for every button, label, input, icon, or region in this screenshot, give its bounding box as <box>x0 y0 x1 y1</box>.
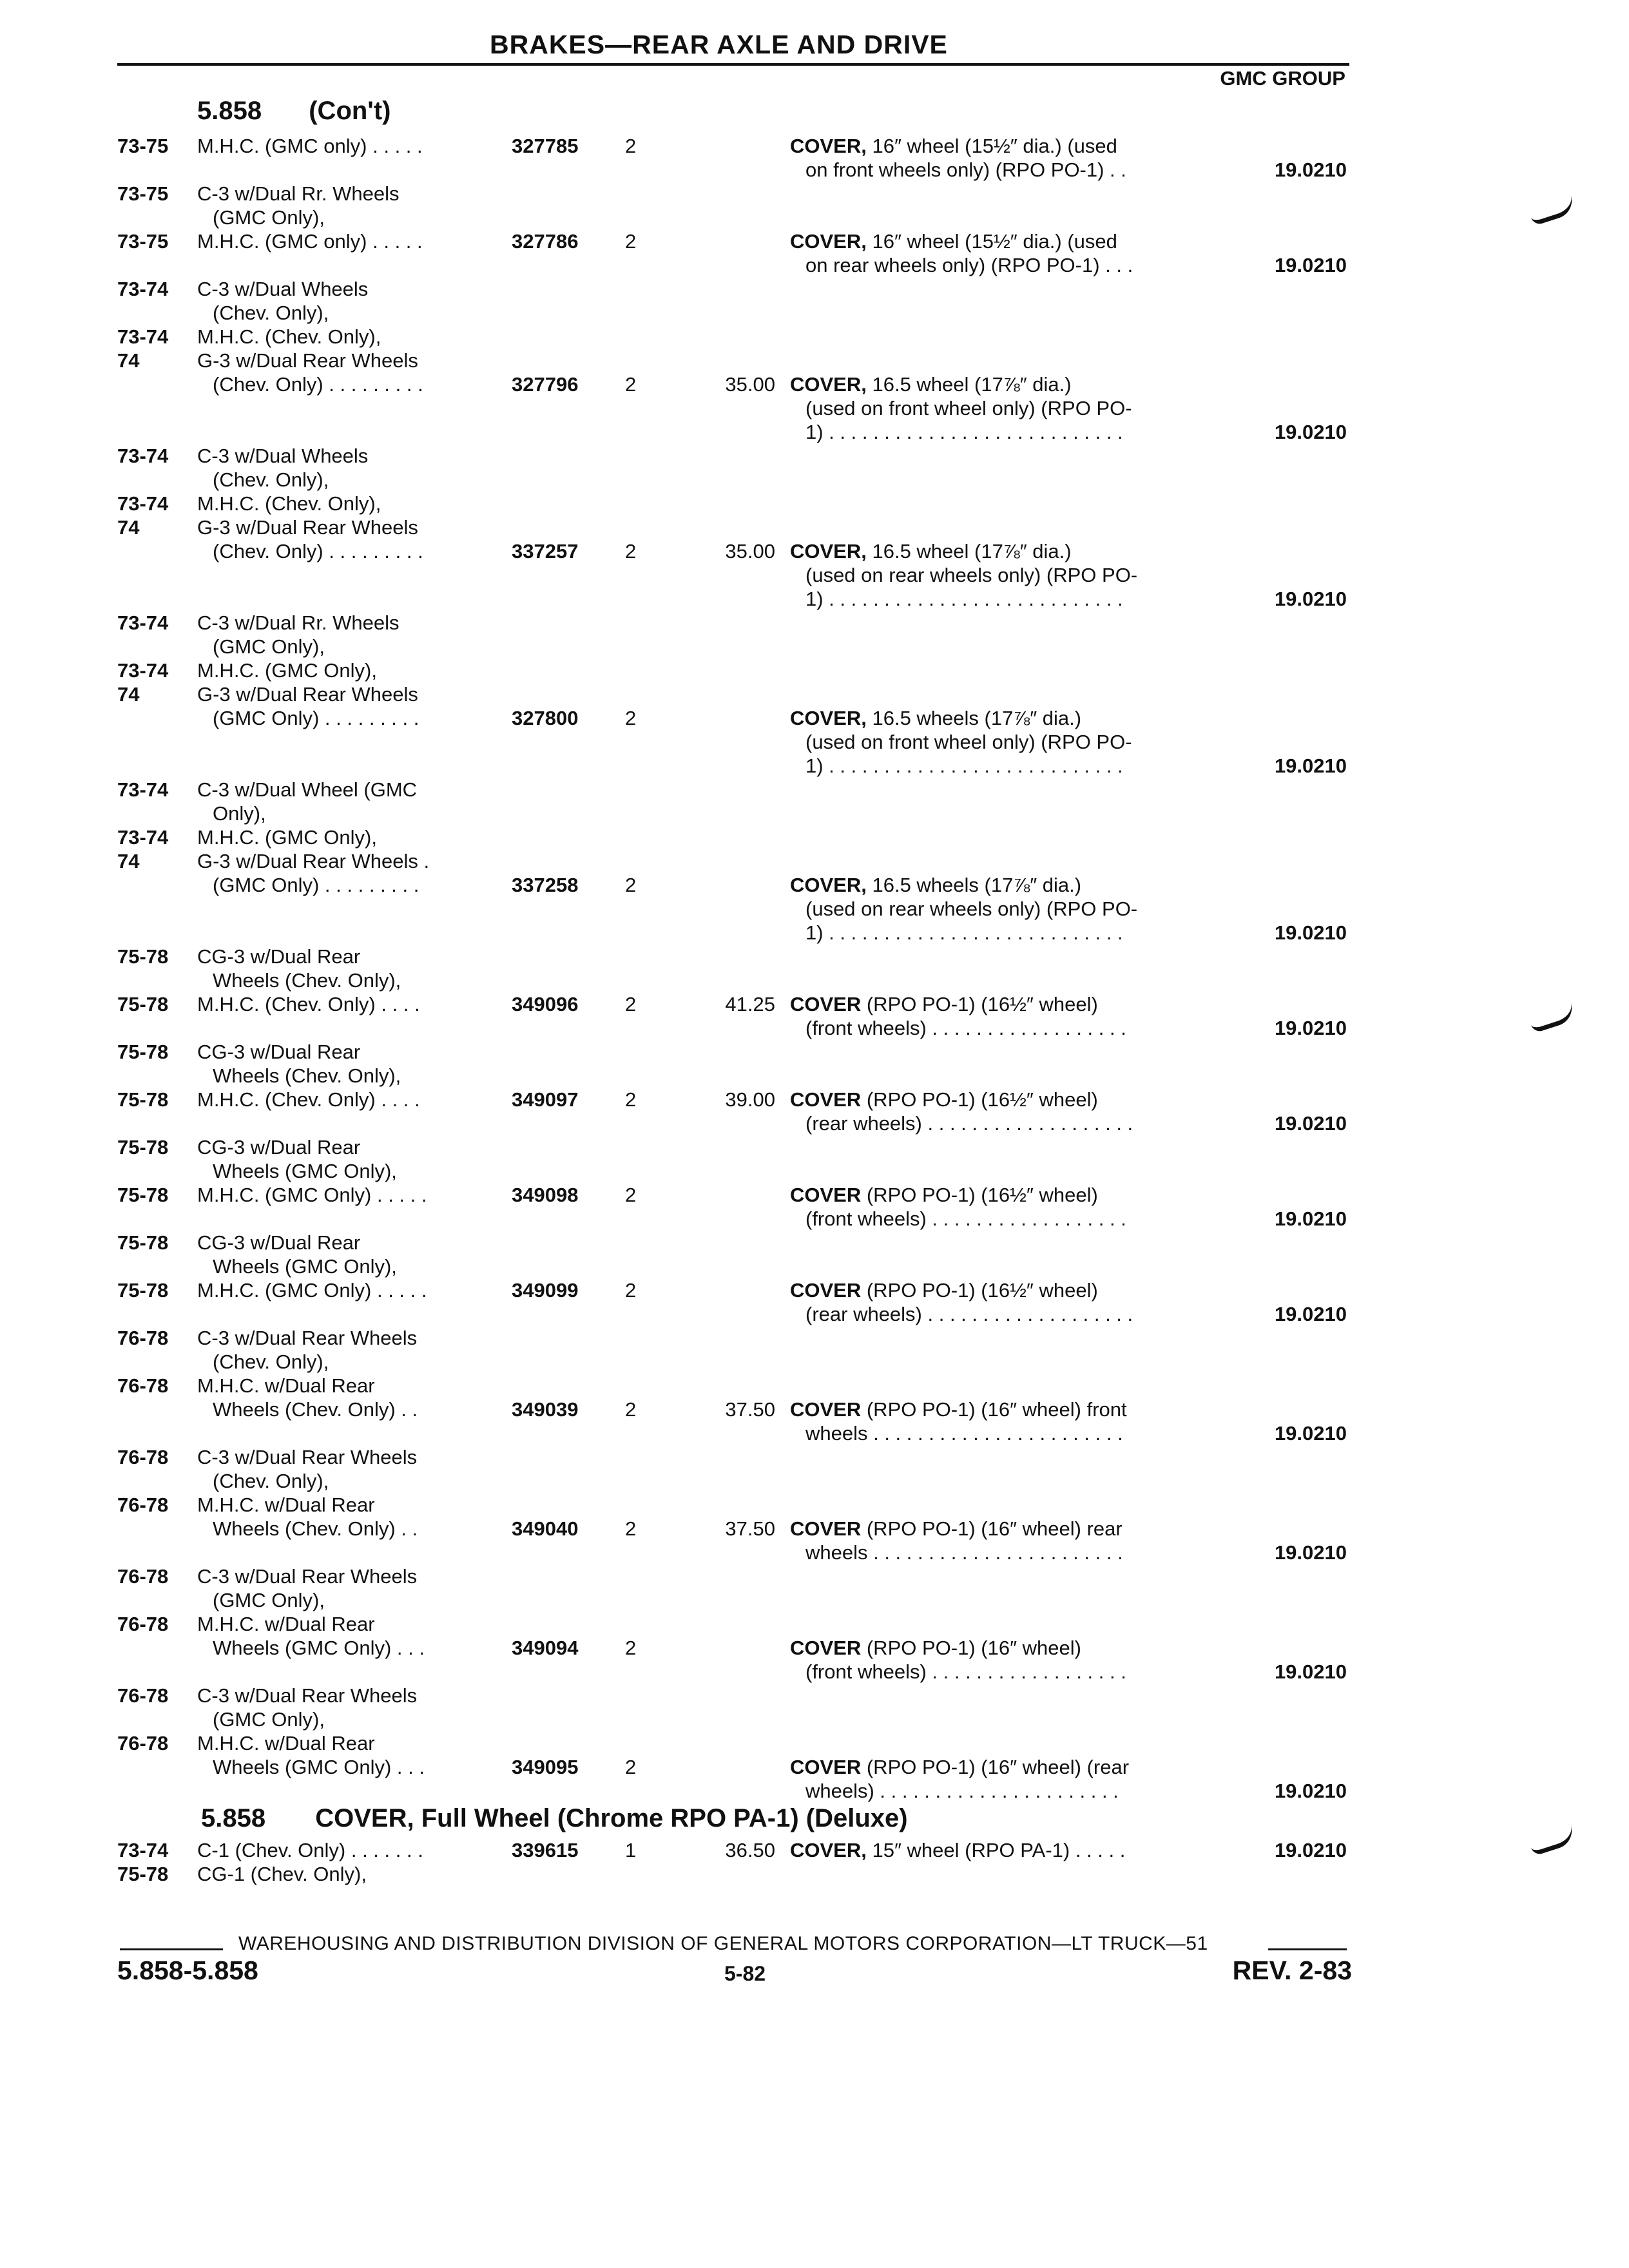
quantity: 2 <box>625 540 637 562</box>
application-description-cont: Wheels (GMC Only) . . . <box>213 1637 425 1659</box>
list-item <box>0 658 1629 682</box>
application-description-cont: Wheels (GMC Only) . . . <box>213 1756 425 1778</box>
model-years: 75-78 <box>117 1136 169 1158</box>
list-item <box>0 1088 1629 1111</box>
model-years: 76-78 <box>117 1327 169 1349</box>
part-detail: 16″ wheel (15½″ dia.) (used <box>866 135 1117 157</box>
model-years: 75-78 <box>117 945 169 968</box>
quantity: 2 <box>625 1279 637 1302</box>
class-code: 19.0210 <box>1274 1303 1347 1325</box>
class-code: 19.0210 <box>1274 1839 1347 1861</box>
quantity: 2 <box>625 1184 637 1206</box>
application-description: M.H.C. (GMC only) . . . . . <box>197 135 423 157</box>
footer-rule-right <box>1268 1948 1347 1950</box>
part-description-cont: wheels) . . . . . . . . . . . . . . . . . . . . . . <box>805 1780 1119 1802</box>
footer-rule-left <box>120 1948 223 1950</box>
part-number: 349096 <box>512 993 579 1015</box>
section-number: 5.858 <box>201 1804 266 1832</box>
list-item <box>0 968 1629 992</box>
part-name: COVER <box>790 1756 862 1778</box>
section-number: 5.858 <box>197 97 262 125</box>
application-description: CG-1 (Chev. Only), <box>197 1863 367 1885</box>
part-name: COVER, <box>790 135 867 157</box>
list-item <box>0 1541 1629 1564</box>
part-detail: (RPO PO-1) (16½″ wheel) <box>861 1088 1098 1111</box>
group-label: GMC GROUP <box>1220 67 1345 90</box>
footer-text: WAREHOUSING AND DISTRIBUTION DIVISION OF GENERAL MOTORS CORPORATION—LT TRUCK—51 <box>238 1933 1208 1954</box>
quantity: 2 <box>625 1756 637 1778</box>
application-description-cont: Wheels (Chev. Only) . . <box>213 1517 418 1540</box>
application-description-cont: Wheels (Chev. Only), <box>213 969 401 992</box>
part-description <box>790 372 1072 396</box>
list-item <box>0 1564 1629 1588</box>
list-item <box>0 611 1629 635</box>
list-item <box>0 492 1629 515</box>
application-description-cont: (GMC Only), <box>213 1708 325 1731</box>
list-item <box>0 1064 1629 1088</box>
part-description <box>790 1517 1123 1541</box>
list-item <box>0 635 1629 658</box>
list-item <box>0 1779 1629 1803</box>
application-description-cont: (Chev. Only), <box>213 302 329 324</box>
class-code: 19.0210 <box>1274 1422 1347 1445</box>
section-title: COVER, Full Wheel (Chrome RPO PA-1) (Deluxe) <box>315 1804 908 1832</box>
quantity: 2 <box>625 1517 637 1540</box>
header-rule <box>117 63 1349 66</box>
model-years: 75-78 <box>117 1231 169 1254</box>
model-years: 76-78 <box>117 1494 169 1516</box>
part-description <box>790 1636 1081 1660</box>
application-description-cont: (GMC Only), <box>213 635 325 658</box>
part-description-cont: wheels . . . . . . . . . . . . . . . . . . . . . . . <box>805 1422 1123 1445</box>
list-item <box>0 1755 1629 1779</box>
application-description-cont: Only), <box>213 802 266 825</box>
part-detail: (RPO PO-1) (16″ wheel) front <box>861 1398 1127 1421</box>
list-item <box>0 706 1629 730</box>
part-description-cont: 1) . . . . . . . . . . . . . . . . . . . . . . . . . . . <box>805 754 1123 777</box>
part-name: COVER <box>790 1184 862 1206</box>
list-item <box>0 730 1629 754</box>
application-description: CG-3 w/Dual Rear <box>197 945 361 968</box>
list-item <box>0 1469 1629 1493</box>
application-description-cont: Wheels (GMC Only), <box>213 1255 397 1278</box>
list-item <box>0 1517 1629 1541</box>
application-description: C-3 w/Dual Wheels <box>197 278 369 300</box>
part-description <box>790 1755 1129 1779</box>
part-description-cont: (used on front wheel only) (RPO PO- <box>805 397 1132 419</box>
quantity: 2 <box>625 230 637 253</box>
part-description-cont: 1) . . . . . . . . . . . . . . . . . . . . . . . . . . . <box>805 421 1123 443</box>
model-years: 73-75 <box>117 230 169 253</box>
application-description-cont: (Chev. Only), <box>213 468 329 491</box>
model-years: 74 <box>117 349 140 372</box>
application-description: M.H.C. (Chev. Only) . . . . <box>197 993 420 1015</box>
list-item <box>0 325 1629 349</box>
price: 39.00 <box>725 1088 775 1111</box>
list-item <box>0 1588 1629 1612</box>
application-description: C-3 w/Dual Rear Wheels <box>197 1446 418 1468</box>
application-description: G-3 w/Dual Rear Wheels <box>197 683 418 706</box>
list-item <box>0 754 1629 778</box>
part-number: 337258 <box>512 874 579 896</box>
class-code: 19.0210 <box>1274 254 1347 276</box>
part-description-cont: (front wheels) . . . . . . . . . . . . . . . . . . <box>805 1660 1126 1683</box>
list-item <box>0 1159 1629 1183</box>
part-number: 337257 <box>512 540 579 562</box>
list-item <box>0 158 1629 182</box>
list-item <box>0 778 1629 802</box>
revision-label: REV. 2-83 <box>1232 1956 1352 1985</box>
application-description: C-3 w/Dual Rear Wheels <box>197 1565 418 1588</box>
list-item <box>0 1207 1629 1231</box>
class-code: 19.0210 <box>1274 1660 1347 1683</box>
quantity: 1 <box>625 1839 637 1861</box>
application-description: CG-3 w/Dual Rear <box>197 1136 361 1158</box>
application-description: C-3 w/Dual Rr. Wheels <box>197 182 400 205</box>
application-description: M.H.C. (Chev. Only), <box>197 492 381 515</box>
section-heading-cont <box>197 97 390 126</box>
model-years: 76-78 <box>117 1446 169 1468</box>
part-name: COVER, <box>790 230 867 253</box>
application-description: C-3 w/Dual Rr. Wheels <box>197 611 400 634</box>
part-description-cont: (used on front wheel only) (RPO PO- <box>805 731 1132 753</box>
part-description-cont: (front wheels) . . . . . . . . . . . . . . . . . . <box>805 1207 1126 1230</box>
list-item <box>0 1421 1629 1445</box>
part-name: COVER <box>790 1088 862 1111</box>
part-description <box>790 1398 1127 1421</box>
part-description-cont: 1) . . . . . . . . . . . . . . . . . . . . . . . . . . . <box>805 921 1123 944</box>
part-number: 339615 <box>512 1839 579 1861</box>
price: 35.00 <box>725 540 775 562</box>
model-years: 74 <box>117 516 140 539</box>
list-item <box>0 1445 1629 1469</box>
class-code: 19.0210 <box>1274 1780 1347 1802</box>
part-description-cont: (front wheels) . . . . . . . . . . . . . . . . . . <box>805 1017 1126 1039</box>
part-description-cont: 1) . . . . . . . . . . . . . . . . . . . . . . . . . . . <box>805 588 1123 610</box>
application-description: G-3 w/Dual Rear Wheels . <box>197 850 430 872</box>
model-years: 73-74 <box>117 826 169 849</box>
application-description: CG-3 w/Dual Rear <box>197 1231 361 1254</box>
part-number: 349095 <box>512 1756 579 1778</box>
footer-section-range: 5.858-5.858 <box>117 1956 258 1985</box>
model-years: 73-74 <box>117 1839 169 1861</box>
list-item <box>0 1731 1629 1755</box>
list-item <box>0 1135 1629 1159</box>
class-code: 19.0210 <box>1274 159 1347 181</box>
list-item <box>0 206 1629 229</box>
list-item <box>0 301 1629 325</box>
list-item <box>0 1374 1629 1398</box>
application-description: M.H.C. (GMC Only) . . . . . <box>197 1279 427 1302</box>
part-number: 327796 <box>512 373 579 396</box>
part-detail: 16.5 wheel (17⅞″ dia.) <box>866 540 1072 562</box>
list-item <box>0 873 1629 897</box>
model-years: 73-74 <box>117 492 169 515</box>
price: 37.50 <box>725 1398 775 1421</box>
part-detail: (RPO PO-1) (16½″ wheel) <box>861 1279 1098 1302</box>
part-detail: (RPO PO-1) (16″ wheel) (rear <box>861 1756 1130 1778</box>
application-description: C-3 w/Dual Rear Wheels <box>197 1327 418 1349</box>
quantity: 2 <box>625 707 637 729</box>
part-number: 349098 <box>512 1184 579 1206</box>
part-detail: (RPO PO-1) (16″ wheel) rear <box>861 1517 1123 1540</box>
part-name: COVER <box>790 1279 862 1302</box>
model-years: 76-78 <box>117 1374 169 1397</box>
part-description-cont: (used on rear wheels only) (RPO PO- <box>805 564 1138 586</box>
page-number: 5-82 <box>724 1962 766 1985</box>
part-description <box>790 706 1081 730</box>
part-description <box>790 229 1117 253</box>
application-description: CG-3 w/Dual Rear <box>197 1041 361 1063</box>
section-heading-full-wheel <box>201 1804 908 1833</box>
part-description-cont: (used on rear wheels only) (RPO PO- <box>805 898 1138 920</box>
part-description-cont: (rear wheels) . . . . . . . . . . . . . . . . . . . <box>805 1303 1133 1325</box>
part-description <box>790 992 1098 1016</box>
application-description: M.H.C. (GMC Only), <box>197 826 377 849</box>
application-description: M.H.C. w/Dual Rear <box>197 1494 375 1516</box>
model-years: 73-74 <box>117 325 169 348</box>
model-years: 75-78 <box>117 1184 169 1206</box>
list-item <box>0 515 1629 539</box>
application-description: C-3 w/Dual Wheels <box>197 445 369 467</box>
list-item <box>0 1398 1629 1421</box>
model-years: 75-78 <box>117 1041 169 1063</box>
list-item <box>0 682 1629 706</box>
part-description <box>790 539 1072 563</box>
model-years: 75-78 <box>117 993 169 1015</box>
list-item <box>0 396 1629 420</box>
list-item <box>0 563 1629 587</box>
quantity: 2 <box>625 135 637 157</box>
application-description: M.H.C. w/Dual Rear <box>197 1732 375 1754</box>
part-description-cont: on rear wheels only) (RPO PO-1) . . . <box>805 254 1133 276</box>
list-item <box>0 1838 1629 1862</box>
page-title: BRAKES—REAR AXLE AND DRIVE <box>490 30 948 59</box>
application-description: M.H.C. (GMC Only), <box>197 659 377 682</box>
application-description: C-3 w/Dual Rear Wheels <box>197 1684 418 1707</box>
part-description <box>790 1838 1125 1862</box>
application-description-cont: (Chev. Only) . . . . . . . . . <box>213 540 423 562</box>
part-number: 349097 <box>512 1088 579 1111</box>
part-name: COVER <box>790 993 862 1015</box>
list-item <box>0 229 1629 253</box>
quantity: 2 <box>625 1637 637 1659</box>
part-number: 349099 <box>512 1279 579 1302</box>
list-item <box>0 1350 1629 1374</box>
list-item <box>0 1254 1629 1278</box>
class-code: 19.0210 <box>1274 1017 1347 1039</box>
list-item <box>0 1016 1629 1040</box>
part-name: COVER, <box>790 707 867 729</box>
list-item <box>0 1660 1629 1684</box>
quantity: 2 <box>625 1398 637 1421</box>
part-name: COVER <box>790 1398 862 1421</box>
part-number: 349094 <box>512 1637 579 1659</box>
part-name: COVER <box>790 1517 862 1540</box>
list-item <box>0 1493 1629 1517</box>
model-years: 76-78 <box>117 1684 169 1707</box>
price: 37.50 <box>725 1517 775 1540</box>
application-description-cont: Wheels (GMC Only), <box>213 1160 397 1182</box>
class-code: 19.0210 <box>1274 1112 1347 1135</box>
part-description <box>790 134 1117 158</box>
class-code: 19.0210 <box>1274 1541 1347 1564</box>
list-item <box>0 1684 1629 1707</box>
part-detail: (RPO PO-1) (16″ wheel) <box>861 1637 1081 1659</box>
part-description <box>790 873 1081 897</box>
part-detail: (RPO PO-1) (16½″ wheel) <box>861 993 1098 1015</box>
list-item <box>0 1302 1629 1326</box>
part-name: COVER, <box>790 1839 867 1861</box>
part-number: 327800 <box>512 707 579 729</box>
list-item <box>0 420 1629 444</box>
model-years: 76-78 <box>117 1565 169 1588</box>
part-name: COVER, <box>790 373 867 396</box>
application-description: M.H.C. w/Dual Rear <box>197 1613 375 1635</box>
model-years: 74 <box>117 683 140 706</box>
list-item <box>0 897 1629 921</box>
class-code: 19.0210 <box>1274 1207 1347 1230</box>
model-years: 76-78 <box>117 1732 169 1754</box>
application-description-cont: (GMC Only) . . . . . . . . . <box>213 874 419 896</box>
list-item <box>0 921 1629 945</box>
part-description-cont: (rear wheels) . . . . . . . . . . . . . . . . . . . <box>805 1112 1133 1135</box>
application-description: M.H.C. (Chev. Only) . . . . <box>197 1088 420 1111</box>
list-item <box>0 372 1629 396</box>
application-description-cont: (Chev. Only) . . . . . . . . . <box>213 373 423 396</box>
list-item <box>0 349 1629 372</box>
application-description: M.H.C. w/Dual Rear <box>197 1374 375 1397</box>
list-item <box>0 1231 1629 1254</box>
part-detail: 15″ wheel (RPO PA-1) . . . . . <box>866 1839 1126 1861</box>
part-description-cont: on front wheels only) (RPO PO-1) . . <box>805 159 1126 181</box>
model-years: 73-74 <box>117 659 169 682</box>
application-description: C-3 w/Dual Wheel (GMC <box>197 778 418 801</box>
model-years: 76-78 <box>117 1613 169 1635</box>
model-years: 75-78 <box>117 1088 169 1111</box>
list-item <box>0 277 1629 301</box>
model-years: 73-74 <box>117 445 169 467</box>
list-item <box>0 992 1629 1016</box>
list-item <box>0 1111 1629 1135</box>
list-item <box>0 1707 1629 1731</box>
price: 41.25 <box>725 993 775 1015</box>
part-name: COVER <box>790 1637 862 1659</box>
model-years: 74 <box>117 850 140 872</box>
list-item <box>0 1636 1629 1660</box>
part-description-cont: wheels . . . . . . . . . . . . . . . . . . . . . . . <box>805 1541 1123 1564</box>
part-name: COVER, <box>790 874 867 896</box>
list-item <box>0 253 1629 277</box>
application-description: M.H.C. (GMC only) . . . . . <box>197 230 423 253</box>
class-code: 19.0210 <box>1274 588 1347 610</box>
part-detail: 16.5 wheel (17⅞″ dia.) <box>866 373 1072 396</box>
list-item <box>0 825 1629 849</box>
model-years: 73-74 <box>117 278 169 300</box>
model-years: 73-74 <box>117 611 169 634</box>
application-description-cont: (Chev. Only), <box>213 1350 329 1373</box>
class-code: 19.0210 <box>1274 421 1347 443</box>
list-item <box>0 1612 1629 1636</box>
part-detail: (RPO PO-1) (16½″ wheel) <box>861 1184 1098 1206</box>
model-years: 73-74 <box>117 778 169 801</box>
quantity: 2 <box>625 993 637 1015</box>
list-item <box>0 1278 1629 1302</box>
model-years: 75-78 <box>117 1279 169 1302</box>
class-code: 19.0210 <box>1274 921 1347 944</box>
application-description: C-1 (Chev. Only) . . . . . . . <box>197 1839 423 1861</box>
application-description: M.H.C. (GMC Only) . . . . . <box>197 1184 427 1206</box>
quantity: 2 <box>625 373 637 396</box>
application-description-cont: Wheels (Chev. Only) . . <box>213 1398 418 1421</box>
list-item <box>0 134 1629 158</box>
application-description-cont: (GMC Only), <box>213 1589 325 1611</box>
application-description-cont: (GMC Only) . . . . . . . . . <box>213 707 419 729</box>
price: 36.50 <box>725 1839 775 1861</box>
part-detail: 16.5 wheels (17⅞″ dia.) <box>866 874 1082 896</box>
application-description-cont: (Chev. Only), <box>213 1470 329 1492</box>
list-item <box>0 1040 1629 1064</box>
list-item <box>0 802 1629 825</box>
application-description-cont: Wheels (Chev. Only), <box>213 1064 401 1087</box>
application-description: G-3 w/Dual Rear Wheels <box>197 516 418 539</box>
price: 35.00 <box>725 373 775 396</box>
part-detail: 16.5 wheels (17⅞″ dia.) <box>866 707 1082 729</box>
part-description <box>790 1088 1098 1111</box>
list-item <box>0 539 1629 563</box>
list-item <box>0 444 1629 468</box>
model-years: 73-75 <box>117 135 169 157</box>
list-item <box>0 849 1629 873</box>
section-title: (Con't) <box>309 97 391 125</box>
part-number: 349040 <box>512 1517 579 1540</box>
part-name: COVER, <box>790 540 867 562</box>
model-years: 73-75 <box>117 182 169 205</box>
list-item <box>0 1183 1629 1207</box>
list-item <box>0 1862 1629 1886</box>
list-item <box>0 945 1629 968</box>
list-item <box>0 587 1629 611</box>
application-description-cont: (GMC Only), <box>213 206 325 229</box>
part-description <box>790 1278 1098 1302</box>
part-number: 349039 <box>512 1398 579 1421</box>
part-number: 327786 <box>512 230 579 253</box>
list-item <box>0 468 1629 492</box>
quantity: 2 <box>625 874 637 896</box>
model-years: 75-78 <box>117 1863 169 1885</box>
application-description: G-3 w/Dual Rear Wheels <box>197 349 418 372</box>
list-item <box>0 182 1629 206</box>
application-description: M.H.C. (Chev. Only), <box>197 325 381 348</box>
part-number: 327785 <box>512 135 579 157</box>
part-description <box>790 1183 1098 1207</box>
list-item <box>0 1326 1629 1350</box>
part-detail: 16″ wheel (15½″ dia.) (used <box>866 230 1117 253</box>
quantity: 2 <box>625 1088 637 1111</box>
class-code: 19.0210 <box>1274 754 1347 777</box>
